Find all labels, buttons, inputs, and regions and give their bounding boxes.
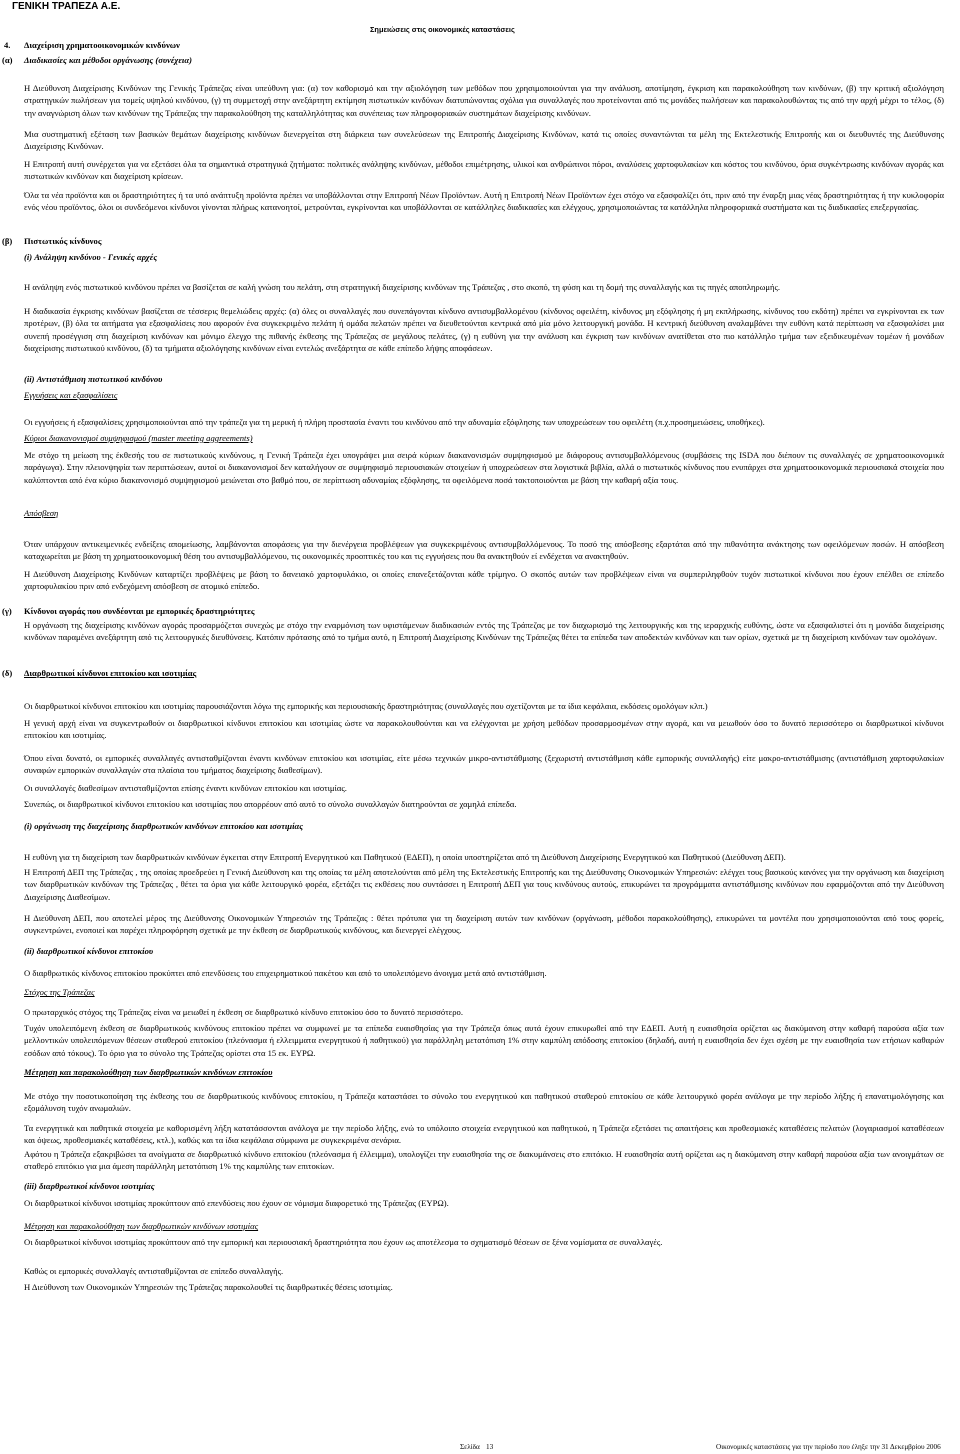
paragraph-25: Αφότου η Τράπεζα εξακριβώσει τα ανοίγματα σε διαρθρωτικό κίνδυνο επιτοκίου (πλεόνασμα ή έλλειμμα), υπολογίζει την ευαισθησία της σε διακυμάνσεις στο επιτόκιο. Η ευαισθησία αυτή ορίζεται ως η διακύμανση στην καθαρή παρούσα αξία των ανοιγμάτων σε σταθερό επιτόκιο για μια άμεση παράλληλη μετατόπιση 1% της καμπύλης των επιτοκίων.	[24, 1149, 944, 1172]
paragraph-22: Τυχόν υπολειπόμενη έκθεση σε διαρθρωτικούς κινδύνους επιτοκίου πρέπει να συμφωνεί με τα επίπεδα ευαισθησίας για την Τράπεζα όπως αυτά έχουν επικυρωθεί από την ΕΔΕΠ. Αυτή η ευαισθησία ορίζεται ως διακύμανση στην καθαρή παρούσα αξία των μελλοντικών υπολειπόμενων θέσεων σταθερού επιτοκίου (πλεόνασμα ή ελλειμματα ενεργητικού ή παθητικού) για παράλληλη μετατόπιση 1% στην καμπύλη απόδοσης επιτοκίου (δηλαδή, αυτή η ευαισθησία δεν έχει σχέση με την ευαισθησία των ετήσιων καθαρών εσόδων από τόκους). Το όριο για το σύνολο της Τράπεζας ορίστει στα 15 εκ. ΕΥΡΩ.	[24, 1023, 944, 1058]
paragraph-28: Καθώς οι εμπορικές συναλλαγές αντισταθμίζονται σε επίπεδο συναλλαγής.	[24, 1266, 284, 1276]
section-title: Διαχείριση χρηματοοικονομικών κινδύνων	[24, 40, 180, 50]
impairment-title: Απόσβεση	[24, 508, 59, 518]
paragraph-1: Η Διεύθυνση Διαχείρισης Κινδύνων της Γενικής Τράπεζας είναι υπεύθυνη για: (α) τον καθορισμό και την αξιολόγηση των μεθόδων που χρησιμοποιούνται για την ανάλυση, αποτίμηση, έγκριση και παρακολούθηση των κινδύνων, (β) την κριτική αξιολόγηση στρατηγικών πωλήσεων για τομείς υψηλού κινδύνου, (γ) τη συμμετοχή στην ανεξάρτητη εκτίμηση πιστωτικών κινδύνων διατυπώνοντας σχόλια για συναλλαγές που προτείνονται από τις μονάδες πωλήσεων και παρακολουθώντας τις από την αρχή μέχρι το τέλος, (δ) την αναγνώριση όλων των κινδύνων της Τράπεζας την παρακολούθηση της καταλληλότητας και συνέπειας των πληροφοριακών συστημάτων διαχείρισης κινδύνων.	[24, 83, 944, 118]
paragraph-4: Όλα τα νέα προϊόντα και οι δραστηριότητες ή τα υπό ανάπτυξη προϊόντα πρέπει να υποβάλλονται στην Επιτροπή Νέων Προϊόντων. Αυτή η Επιτροπή Νέων Προϊόντων έχει στόχο να εξασφαλίζει ότι, πριν από την έναρξη μιας νέας δραστηριότητας ή την κυκλοφορία ενός νέου προϊόντος, όλοι οι συνδεόμενοι κίνδυνοι γίνονται πλήρως κατανοητοί, μετρούνται, εγκρίνονται και υποβάλλονται σε κατάλληλες διαδικασίες και ελέγχους, χρησιμοποιώντας τα κατάλληλα πληροφοριακά συστήματα και τις διαδικασίες επεξεργασίας.	[24, 190, 944, 213]
page-label: Σελίδα	[460, 1443, 480, 1451]
section-title-d: Διαρθρωτικοί κίνδυνοι επιτοκίου και ισοτιμίας	[24, 668, 197, 678]
paragraph-6: Η διαδικασία έγκρισης κινδύνων βασίζεται σε τέσσερις θεμελιώδεις αρχές: (α) όλες οι συναλλαγές που συνεπάγονται κίνδυνο αντισυμβαλλομένου (κίνδυνος οφειλέτη, κίνδυνος μη εξόφλησης ή μη εκπλήρωσης, κίνδυνος του εκδότη) πρέπει να εγκρίνονται εκ των προτέρων, (β) όλα τα αιτήματα για εξασφαλίσεις που αφορούν ένα συγκεκριμένο πελάτη ή ομάδα πελατών πρέπει να διευθετούνται κεντρικά από μία μόνο λειτουργική μονάδα. Η κεντρική διεύθυνση αναλαμβάνει την ευθύνη κατά περίπτωση να εξασφαλίσει μια συνεπή προσέγγιση στη διαχείριση κινδύνων και μόνιμο έλεγχο της πιθανής έκθεσης της Τράπεζας σε μεγάλους πελάτες, (γ) η ευθύνη για την ανάλυση και έγκριση των κινδύνων ανατίθεται στο πιο κατάλληλο τμήμα των εξειδικευμένων τομέων ή μονάδων διαχείρισης πιστωτικού κινδύνου, (δ) τα τμήματα αξιολόγησης κινδύνων είναι εντελώς ανεξάρτητα σε κάθε επίπεδο λήψης αποφάσεων.	[24, 306, 944, 353]
paragraph-24: Τα ενεργητικά και παθητικά στοιχεία με καθορισμένη λήξη κατατάσσονται ανάλογα με την περίοδο λήξης, ενώ το υπόλοιπο στοιχεία ενεργητικού και παθητικού, η Τράπεζα εξετάσει τις απαιτήσεις και προθεσμιακές καταθέσεις πελατών (λογαριασμοί καταθέσεων και όψεως, προθεσμιακές καταθέσεις, κτλ.), καθώς και τα ίδια κεφάλαια σύμφωνα με συγκεκριμένα σενάρια.	[24, 1123, 944, 1146]
paragraph-9: Όταν υπάρχουν αντικειμενικές ενδείξεις απομείωσης, λαμβάνονται αποφάσεις για την διενέργεια προβλέψεων για συγκεκριμένους αντισυμβαλλόμενους. Το ποσό της απόσβεσης εξαρτάται από την πιθανότητα ανάκτησης των οφειλόμενων ποσών. Η απόσβεση καταχωρείται με βάση τη χρηματοοικονομική θέση του αντισυμβαλλόμενου, τις οικονομικές προοπτικές του και τις εγγυήσεις που θα ανακτηθούν εί ενδέχεται να ανακτηθούν.	[24, 539, 944, 562]
company-name: ΓΕΝΙΚΗ ΤΡΑΠΕΖΑ Α.Ε.	[12, 1, 121, 12]
paragraph-15: Οι συναλλαγές διαθεσίμων αντισταθμίζονται επίσης έναντι κινδύνων επιτοκίου και ισοτιμίας.	[24, 783, 347, 793]
subsection-d-ii: (ii) διαρθρωτικοί κίνδυνοι επιτοκίου	[24, 946, 154, 956]
paragraph-26: Οι διαρθρωτικοί κίνδυνοι ισοτιμίας προκύπτουν από επενδύσεις που έχουν σε νόμισμα διαφορετικό της Τράπεζας (ΕΥΡΩ).	[24, 1198, 449, 1208]
paragraph-14: Όπου είναι δυνατό, οι εμπορικές συναλλαγές αντισταθμίζονται έναντι κινδύνων επιτοκίου και ισοτιμίας, είτε μέσω τεχνικών μικρο-αντιστάθμισης (ξεχωριστή αντιστάθμιση κάθε εμπορικής συναλλαγής) είτε μακρο-αντιστάθμισης (αντιστάθμιση χαρτοφυλακίων συναφών εμπορικών συναλλαγών στα πλαίσια του τμήματος διαχείρισης διαθεσίμων).	[24, 753, 944, 776]
paragraph-18: Η Επιτροπή ΔΕΠ της Τράπεζας , της οποίας προεδρεύει η Γενική Διεύθυνση και της οποίας τα μέλη αποτελούνται από μέλη της Εκτελεστικής Επιτροπής και της Διεύθυνσης Οικονομικών Υπηρεσιών: ελέγχει τους βασικούς κανόνες για την οργάνωση και διαχείριση των διαρθρωτικών κινδύνων της Τράπεζας , θέτει τα όρια για κάθε λειτουργικό φορέα, εξετάζει τις εκθέσεις που συντάσσει η Επιτροπή ΔΕΠ για τους κινδύνους αυτούς, επικυρώνει τα προγράμματα αντιστάθμισης κινδύνων που εφαρμόζονται από την Διεύθυνση Διαχείρισης Διαθεσίμων.	[24, 867, 944, 902]
section-label-d: (δ)	[2, 668, 13, 678]
paragraph-8: Με στόχο τη μείωση της έκθεσής του σε πιστωτικούς κινδύνους, η Γενική Τράπεζα έχει υπογράψει μια σειρά κύριων διακανονισμών συμψηφισμού με διάφορους αντισυμβαλλόμενους (συμβάσεις της ISDA που διέπουν τις συναλλαγές σε χρηματοοικονομικά παράγωγα). Στην πλειονψηφία των περιπτώσεων, αυτοί οι διακανονισμοί δεν καταλήγουν σε συμψηφισμό περιουσιακών στοιχείων ή υποχρεώσεων στα λογιστικά βιβλία, αλλά ο πιστωτικός κίνδυνος που ενυπάρχει στα χρηματοοικονομικά περιουσιακά στοιχεία που καλύπτονται από ένα κύριο διακανονισμό συμψηφισμού μειώνεται στο βαθμό που, σε περίπτωση αδυναμίας εξόφλησης, τα οφειλόμενα ποσά τακτοποιούνται με βάση την καθαρή αξία τους.	[24, 450, 944, 485]
measurement-fx-title: Μέτρηση και παρακολούθηση των διαρθρωτικών κινδύνων ισοτιμίας	[24, 1221, 259, 1231]
paragraph-12: Οι διαρθρωτικοί κίνδυνοι επιτοκίου και ισοτιμίας παρουσιάζονται λόγω της εμπορικής και περιουσιακής δραστηριότητας (συναλλαγές που σχετίζονται με τα ίδια κεφάλαια, εκδόσεις ομολόγων κλπ.)	[24, 701, 708, 711]
section-label-c: (γ)	[2, 606, 12, 616]
paragraph-16: Συνεπώς, οι διαρθρωτικοί κίνδυνοι επιτοκίου και ισοτιμίας που απορρέουν από αυτό το σύνολο συναλλαγών διατηρούνται σε χαμηλά επίπεδα.	[24, 799, 517, 809]
paragraph-20: Ο διαρθρωτικός κίνδυνος επιτοκίου προκύπτει από επενδύσεις του επιχειρηματικού πακέτου και από το υπολειπόμενο άνοιγμα μετά από αντιστάθμιση.	[24, 968, 547, 978]
section-title-b: Πιστωτικός κίνδυνος	[24, 236, 102, 246]
paragraph-13: Η γενική αρχή είναι να συγκεντρωθούν οι διαρθρωτικοί κίνδυνοι επιτοκίου και ισοτιμίας ώστε να παρακολουθούνται και να ελέγχονται με χρήση μεθόδων προσαρμοσμένων στην αγορά, και να μειωθούν όσο το δυνατό περισσότερο οι διαρθρωτικοί κίνδυνοι επιτοκίου και ισοτιμίας.	[24, 718, 944, 741]
subsection-d-iii: (iii) διαρθρωτικοί κίνδυνοι ισοτιμίας	[24, 1181, 155, 1191]
paragraph-10: Η Διεύθυνση Διαχείρισης Κινδύνων καταρτίζει προβλέψεις με βάση το δανειακό χαρτοφυλάκιο, οι οποίες επανεξετάζονται κάθε τρίμηνο. Ο σκοπός αυτών των προβλέψεων είναι να συμπεριληφθούν τυχόν πιστωτικοί κίνδυνοι που έχουν επέλθει σε επίπεδο χαρτοφυλακίου πριν από ενδεχόμενη απόσβεση σε ατομικό επίπεδο.	[24, 569, 944, 592]
subsection-b-i: (i) Ανάληψη κινδύνου - Γενικές αρχές	[24, 252, 158, 262]
paragraph-3: Η Επιτροπή αυτή συνέρχεται για να εξετάσει όλα τα σημαντικά στρατηγικά ζητήματα: πολιτικές ανάληψης κινδύνων, μέθοδοι επιμέτρησης, υλικοί και ανθρώπινοι πόροι, αναλύσεις χαρτοφυλακίων και κόστος του κινδύνου, όρια συγκέντρωσης κινδύνων αγοράς και πιστωτικών κινδύνων και διαχείριση κρίσεων.	[24, 159, 944, 182]
statement-note: Οικονομικές καταστάσεις για την περίοδο που έληξε την 31 Δεκεμβρίου 2006	[716, 1443, 941, 1451]
paragraph-2: Μια συστηματική εξέταση των βασικών θεμάτων διαχείρισης κινδύνων διενεργείται στη διάρκεια των συνελεύσεων της Επιτροπής Διαχείρισης Κινδύνων, κατά τις οποίες συναντώνται τα μέλη της Εκτελεστικής Επιτροπής και οι διευθυντές της Διεύθυνσης Διαχείρισης Κινδύνων.	[24, 129, 944, 152]
sub-title-a: Διαδικασίες και μέθοδοι οργάνωσης (συνέχεια)	[24, 55, 192, 65]
paragraph-11: Η οργάνωση της διαχείρισης κινδύνων αγοράς προσαρμόζεται συνεχώς με στόχο την εναρμόνιση των υφιστάμενων διαδικασιών εντός της Τράπεζας με τον διαχωρισμό της λειτουργικής και της ιεραρχικής ευθύνης, ώστε να εξασφαλιστεί ότι η μονάδα διαχείρισης κινδύνων παραμένει ανεξάρτητη από τις λειτουργικές διευθύνσεις. Κατόπιν πρότασης από το τμήμα αυτό, η Επιτροπή Διαχείρισης Κινδύνων της Τράπεζας θέτει τα επίπεδα των αποδεκτών κινδύνων και των ορίων, σχετικά με τη διαχείριση κινδύνων των ομολόγων.	[24, 620, 944, 643]
notes-title: Σημειώσεις στις οικονομικές καταστάσεις	[370, 25, 515, 34]
page-number: 13	[486, 1443, 494, 1451]
sub-label-a: (α)	[2, 55, 13, 65]
section-label-b: (β)	[2, 236, 13, 246]
guarantees-title: Εγγυήσεις και εξασφαλίσεις	[24, 390, 118, 400]
paragraph-5: Η ανάληψη ενός πιστωτικού κινδύνου πρέπει να βασίζεται σε καλή γνώση του πελάτη, στη στρατηγική διαχείρισης κινδύνων της Τράπεζας , στο σκοπό, τη φύση και τη δομή της συναλλαγής και τις πηγές αποπληρωμής.	[24, 282, 781, 292]
subsection-d-i: (i) οργάνωση της διαχείρισης διαρθρωτικών κινδύνων επιτοκίου και ισοτιμίας	[24, 821, 304, 831]
goal-title: Στόχος της Τράπεζας	[24, 987, 95, 997]
paragraph-21: Ο πρωταρχικός στόχος της Τράπεζας είναι να μειωθεί η έκθεση σε διαρθρωτικό κίνδυνο επιτοκίου όσο το δυνατό περισσότερο.	[24, 1007, 463, 1017]
section-number: 4.	[4, 40, 11, 50]
paragraph-7: Οι εγγυήσεις ή εξασφαλίσεις χρησιμοποιούνται από την τράπεζα για τη μερική ή πλήρη προστασία έναντι του κινδύνου από την αδυναμία εξόφλησης των υποχρεώσεων του οφειλέτη (π.χ.προσημειώσεις, υποθήκες).	[24, 417, 765, 427]
paragraph-23: Με στόχο την ποσοτικοποίηση της έκθεσης του σε διαρθρωτικούς κινδύνους επιτοκίου, η Τράπεζα καταστάσει το σύνολο του ενεργητικού και παθητικού σταθερού επιτοκίου σε κάθε λειτουργικό φορέα ανάλογα με την περίοδο λήξης ή επανατιμολόγησης και εξομάλυνση τυχόν ανωμαλιών.	[24, 1091, 944, 1114]
paragraph-19: Η Διεύθυνση ΔΕΠ, που αποτελεί μέρος της Διεύθυνσης Οικονομικών Υπηρεσιών της Τράπεζας : θέτει πρότυπα για τη διαχείριση αυτών των κινδύνων (οργάνωση, μέθοδοι παρακολούθησης), επικυρώνει τα μοντέλα που χρησιμοποιούνται από τους φορείς, συγκεντρώνει, ενοποιεί και παρέχει πληροφόρηση σχετικά με την έκθεση σε διαρθρωτικούς κινδύνους, και διενεργεί ελέγχους.	[24, 913, 944, 936]
measurement-title: Μέτρηση και παρακολούθηση των διαρθρωτικών κινδύνων επιτοκίου	[24, 1067, 273, 1077]
master-agreements-title: Κύριοι διακανονισμοί συμψηφισμού (master meeting aggreements)	[24, 433, 253, 443]
paragraph-29: Η Διεύθυνση των Οικονομικών Υπηρεσιών της Τράπεζας παρακολουθεί τις διαρθρωτικές θέσεις ισοτιμίας.	[24, 1282, 393, 1292]
paragraph-17: Η ευθύνη για τη διαχείριση των διαρθρωτικών κινδύνων έγκειται στην Επιτροπή Ενεργητικού και Παθητικού (ΕΔΕΠ), η οποία υποστηρίζεται από τη Διεύθυνση Διαχείρισης Ενεργητικού και Παθητικού (Διεύθυνση ΔΕΠ).	[24, 852, 786, 862]
section-title-c: Κίνδυνοι αγοράς που συνδέονται με εμπορικές δραστηριότητες	[24, 606, 255, 616]
subsection-b-ii: (ii) Αντιστάθμιση πιστωτικού κινδύνου	[24, 374, 163, 384]
paragraph-27: Οι διαρθρωτικοί κίνδυνοι ισοτιμίας προκύπτουν από την εμπορική και περιουσιακή δραστηριότητα που έχουν ως αποτέλεσμα το σχηματισμό θέσεων σε ξένα νομίσματα σε συναλλαγές.	[24, 1237, 663, 1247]
